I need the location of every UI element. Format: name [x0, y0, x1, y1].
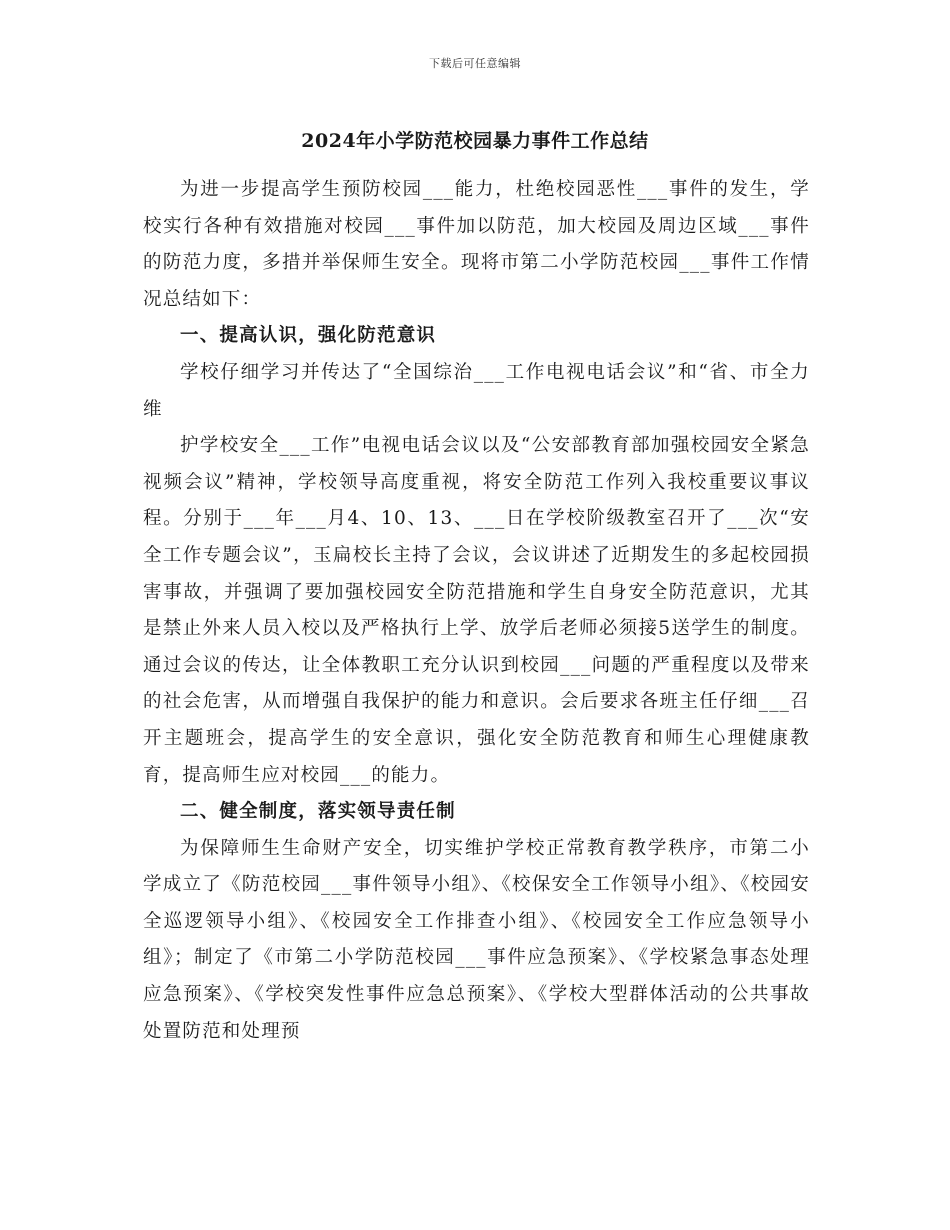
document-body — [143, 172, 810, 1050]
section-1-paragraph-2: 护学校安全___工作”电视电话会议以及“公安部教育部加强校园安全紧急视频会议”精神，学校领导高度重视，将安全防范工作列入我校重要议事议程。分别于___年___月4、10、13、___日在学校阶级教室召开了___次“安全工作专题会议”，玉扁校长主持了会议，会议讲述了近期发生的多起校园损害事故，并强调了要加强校园安全防范措施和学生自身安全防范意识，尤其是禁止外来人员入校以及严格执行上学、放学后老师必须接5送学生的制度。通过会议的传达，让全体教职工充分认识到校园___问题的严重程度以及带来的社会危害，从而增强自我保护的能力和意识。会后要求各班主任仔细___召开主题班会，提高学生的安全意识，强化安全防范教育和师生心理健康教育，提高师生应对校园___的能力。 — [143, 435, 810, 786]
header-note: 下载后可任意编辑 — [429, 57, 521, 70]
document-title: 2024年小学防范校园暴力事件工作总结 — [301, 130, 649, 152]
section-heading-2: 二、健全制度，落实领导责任制 — [180, 801, 456, 823]
section-1-paragraph-1: 学校仔细学习并传达了“全国综治___工作电视电话会议”和“省、市全力维 — [143, 361, 810, 420]
intro-paragraph: 为进一步提高学生预防校园___能力，杜绝校园恶性___事件的发生，学校实行各种有效措施对校园___事件加以防范，加大校园及周边区域___事件的防范力度，多措并举保师生安全。现将市第二小学防范校园___事件工作情况总结如下： — [143, 179, 810, 310]
section-heading-1: 一、提高认识，强化防范意识 — [180, 325, 437, 347]
section-2-paragraph-1: 为保障师生生命财产安全，切实维护学校正常教育教学秩序，市第二小学成立了《防范校园___事件领导小组》、《校保安全工作领导小组》、《校园安全巡逻领导小组》、《校园安全工作排查小组》、《校园安全工作应急领导小组》；制定了《市第二小学防范校园___事件应急预案》、《学校紧急事态处理应急预案》、《学校突发性事件应急总预案》、《学校大型群体活动的公共事故处置防范和处理预 — [143, 837, 810, 1042]
